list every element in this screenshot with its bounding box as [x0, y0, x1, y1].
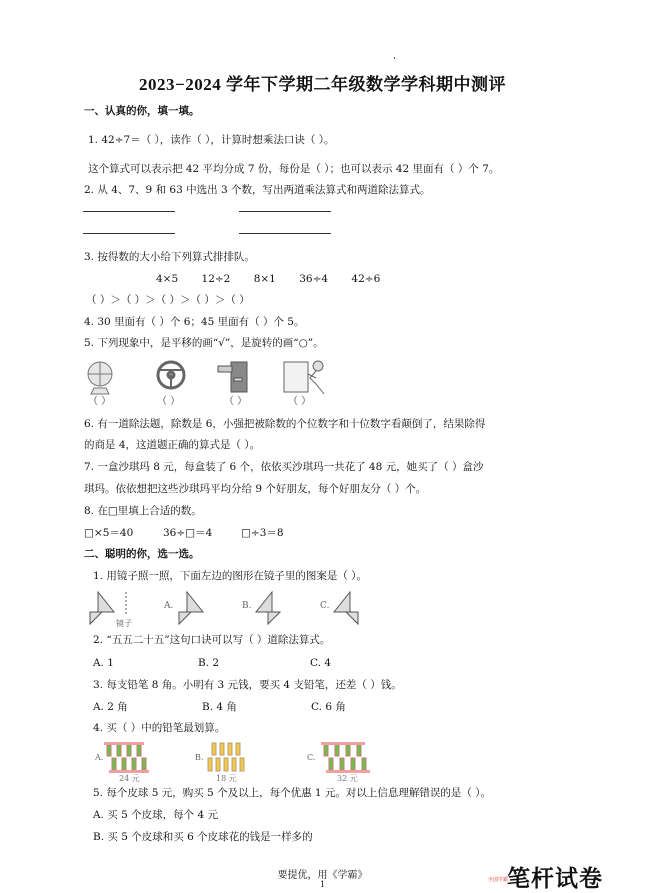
pencil-bundles [95, 740, 385, 782]
s2-q2-option-b[interactable]: B. 2 [198, 657, 220, 669]
expression: 36÷4 [299, 273, 329, 285]
question-6-line-2: 的商是 4，这道题正确的算式是（ ）。 [84, 439, 261, 451]
bundle-b-price: 18 元 [216, 774, 237, 782]
question-1-line-1: 1. 42÷7＝（ ），读作（ ），计算时想乘法口诀（ ）。 [88, 134, 335, 146]
svg-text:C.: C. [320, 601, 330, 611]
bundle-a-price: 24 元 [119, 774, 140, 782]
answer-line[interactable] [83, 211, 175, 212]
pencil-bundle-c-icon [321, 742, 370, 773]
question-3: 3. 按得数的大小给下列算式排排队。 [84, 251, 255, 263]
section-heading-choose: 二、聪明的你，选一选。 [84, 548, 200, 560]
svg-text:（ ）: （ ） [157, 396, 181, 406]
bundle-c-label: C. [307, 753, 316, 762]
original-shape-icon [98, 592, 114, 612]
svg-text:（ ）: （ ） [224, 396, 248, 406]
answer-line[interactable] [239, 233, 331, 234]
question-6-line-1: 6. 有一道除法题，除数是 6，小强把被除数的个位数字和十位数字看颠倒了，结果除得 [84, 418, 486, 430]
answer-line[interactable] [83, 233, 175, 234]
question-7-line-2: 琪玛。依依想把这些沙琪玛平均分给 9 个好朋友，每个好朋友分（ ）个。 [84, 483, 427, 495]
option-a-shape-icon [187, 592, 203, 612]
s2-question-4: 4. 买（ ）中的铅笔最划算。 [93, 722, 226, 734]
drawer-cabinet-icon [218, 362, 247, 392]
steering-wheel-icon [158, 362, 184, 388]
page-number: 1 [319, 880, 326, 889]
question-7-line-1: 7. 一盒沙琪玛 8 元，每盒装了 6 个，依依买沙琪玛一共花了 48 元，她买了（ ）盒沙 [84, 461, 484, 473]
fan-icon [88, 362, 112, 394]
s2-question-1: 1. 用镜子照一照，下面左边的图形在镜子里的图案是（ ）。 [93, 570, 367, 582]
brand-small-label: 全国学霸 [488, 877, 509, 883]
answer-line[interactable] [239, 211, 331, 212]
s2-q5-option-a[interactable]: A. 买 5 个皮球，每个 4 元 [93, 809, 218, 821]
s2-question-2: 2. “五五二十五”这句口诀可以写（ ）道除法算式。 [93, 634, 331, 646]
option-c-shape-icon [334, 592, 350, 612]
svg-text:（ ）: （ ） [288, 396, 312, 406]
question-5: 5. 下列现象中，是平移的画“√”，是旋转的画“○”。 [84, 337, 324, 349]
s2-q3-option-a[interactable]: A. 2 角 [93, 701, 128, 713]
question-2: 2. 从 4、7、9 和 63 中选出 3 个数，写出两道乘法算式和两道除法算式。 [84, 184, 431, 196]
s2-q2-option-a[interactable]: A. 1 [93, 657, 114, 669]
brand-logo: 笔杆试卷 [507, 866, 603, 892]
stray-dot [394, 57, 395, 59]
expression: 12÷2 [201, 273, 231, 285]
question-3-order-blanks[interactable]: （ ）＞（ ）＞（ ）＞（ ）＞（ ） [86, 294, 250, 306]
section-heading-fill-in: 一、认真的你，填一填。 [84, 105, 200, 117]
footer-slogan: 要提优，用《学霸》 [277, 870, 368, 881]
s2-question-5: 5. 每个皮球 5 元，购买 5 个及以上，每个优惠 1 元。对以上信息理解错误的是（ ）。 [93, 787, 492, 799]
s2-question-3: 3. 每支铅笔 8 角。小明有 3 元钱，要买 4 支铅笔，还差（ ）钱。 [93, 679, 402, 691]
mirror-label: 镜子 [116, 619, 132, 628]
pencil-bundle-b-icon [208, 743, 244, 771]
s2-q2-option-c[interactable]: C. 4 [310, 657, 332, 669]
expression: 42÷6 [351, 273, 381, 285]
pencil-bundle-a-icon [104, 742, 149, 773]
question-8-item[interactable]: 36÷□＝4 [163, 527, 213, 539]
svg-text:（ ）: （ ） [88, 396, 112, 406]
page-title: 2023−2024 学年下学期二年级数学学科期中测评 [139, 75, 506, 94]
bundle-b-label: B. [195, 753, 204, 762]
person-pushing-box-icon [284, 361, 324, 394]
mirror-shapes [84, 588, 374, 628]
s2-q3-option-c[interactable]: C. 6 角 [311, 701, 346, 713]
svg-text:B.: B. [242, 601, 252, 611]
expression: 4×5 [156, 273, 179, 285]
phenomena-pictures [84, 358, 334, 406]
bundle-a-label: A. [95, 753, 104, 762]
expression: 8×1 [253, 273, 276, 285]
question-8-item[interactable]: □÷3＝8 [241, 527, 284, 539]
question-1-line-2: 这个算式可以表示把 42 平均分成 7 份，每份是（ ）；也可以表示 42 里面有（ ）个 7。 [88, 163, 500, 175]
question-8: 8. 在□里填上合适的数。 [84, 505, 202, 517]
question-8-item[interactable]: □×5＝40 [84, 527, 134, 539]
bundle-c-price: 32 元 [337, 774, 358, 782]
svg-text:A.: A. [164, 601, 174, 611]
s2-q3-option-b[interactable]: B. 4 角 [202, 701, 237, 713]
question-3-expressions [156, 272, 380, 286]
question-4: 4. 30 里面有（ ）个 6；45 里面有（ ）个 5。 [84, 316, 305, 328]
option-b-shape-icon [256, 592, 272, 612]
s2-q5-option-b[interactable]: B. 买 5 个皮球和买 6 个皮球花的钱是一样多的 [93, 831, 313, 843]
